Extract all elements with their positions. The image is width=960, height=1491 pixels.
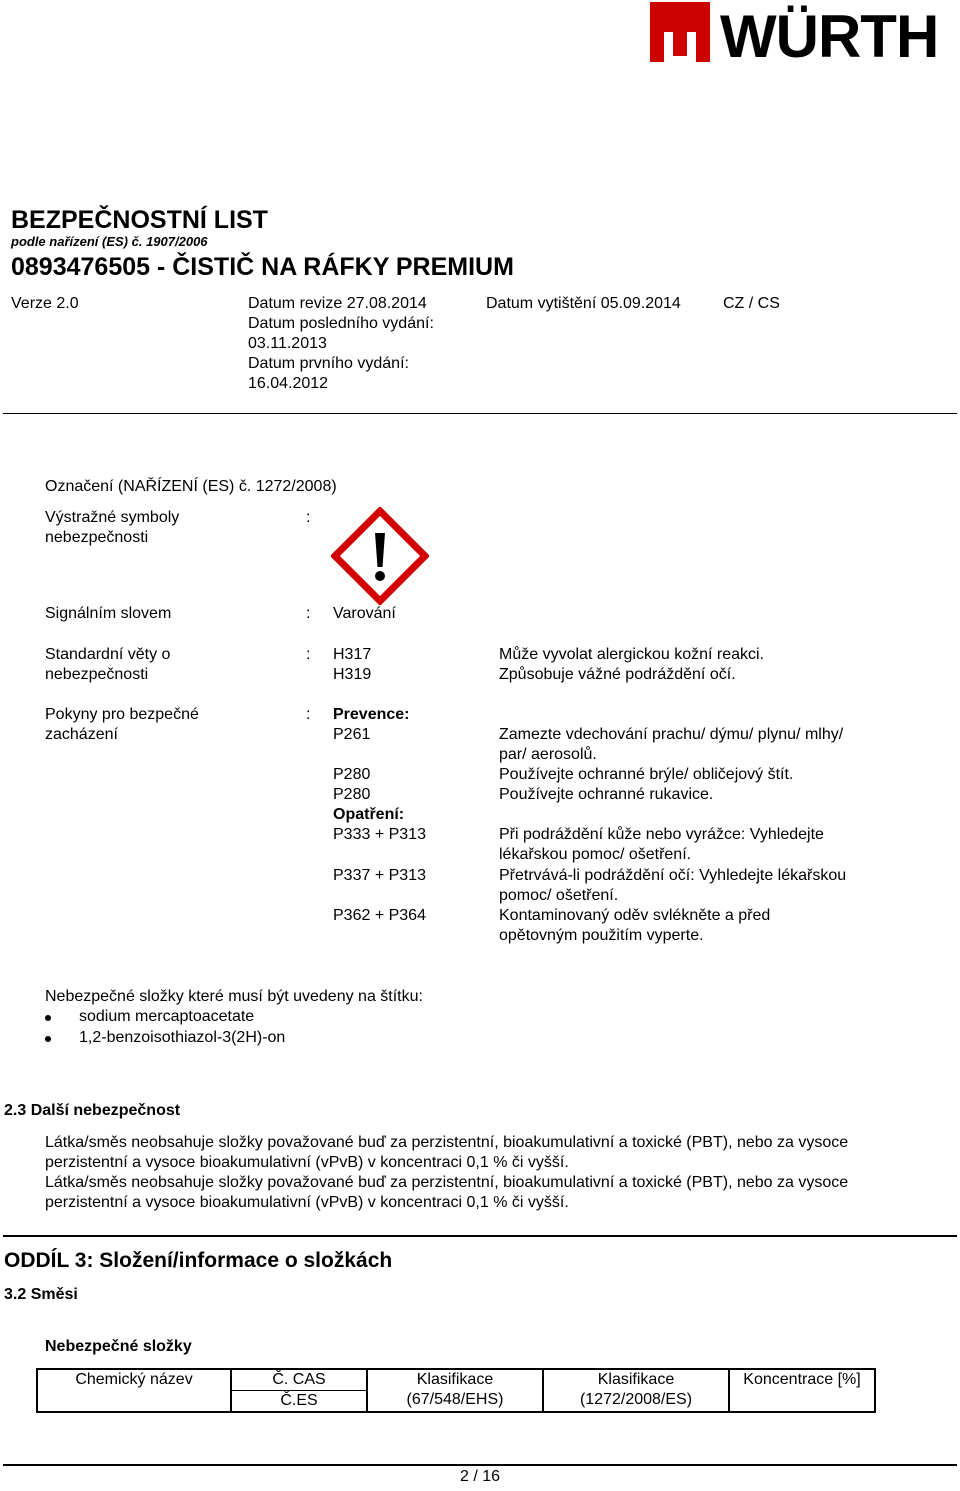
wurth-logo xyxy=(648,0,958,70)
revision-date: Datum revize 27.08.2014 xyxy=(248,295,427,312)
precaution-text: Přetrvává-li podráždění očí: Vyhledejte lékařskou xyxy=(499,867,847,884)
other-hazards-text: perzistentní a vysoce bioakumulativní (vPvB) v koncentraci 0,1 % či vyšší. xyxy=(45,1154,569,1171)
other-hazards-heading: 2.3 Další nebezpečnost xyxy=(4,1102,181,1119)
last-issue-label: Datum posledního vydání: xyxy=(248,315,434,332)
precaution-label-line1: Pokyny pro bezpečné xyxy=(45,706,199,723)
hazard-text: Může vyvolat alergickou kožní reakci. xyxy=(499,646,764,663)
logo-wordmark: WÜRTH xyxy=(720,3,939,70)
header-divider xyxy=(3,413,957,414)
table-header-row xyxy=(37,1369,875,1412)
hazard-code: H319 xyxy=(333,666,372,683)
signal-word-value: Varování xyxy=(333,605,396,622)
precaution-code: P280 xyxy=(333,786,371,803)
precaution-code: P362 + P364 xyxy=(333,907,426,924)
col-classification-67-line1: Klasifikace xyxy=(416,1371,494,1388)
col-classification-67-line2: (67/548/EHS) xyxy=(406,1391,504,1408)
other-hazards-text: Látka/směs neobsahuje složky považované buď za perzistentní, bioakumulativní a toxické (PBT), nebo za vysoce xyxy=(45,1174,849,1191)
hazard-text: Způsobuje vážné podráždění očí. xyxy=(499,666,736,683)
exclamation-mark-ghs07-icon xyxy=(331,507,429,605)
col-cas: Č. CAS xyxy=(232,1370,366,1391)
print-date: Datum vytištění 05.09.2014 xyxy=(486,295,681,312)
col-chemical-name: Chemický název xyxy=(37,1369,231,1412)
other-hazards-text: Látka/směs neobsahuje složky považované buď za perzistentní, bioakumulativní a toxické (PBT), nebo za vysoce xyxy=(45,1134,849,1151)
precaution-text: opětovným použitím vyperte. xyxy=(499,927,704,944)
precaution-text: Zamezte vdechování prachu/ dýmu/ plynu/ mlhy/ xyxy=(499,726,844,743)
response-heading: Opatření: xyxy=(333,806,405,823)
last-issue-date: 03.11.2013 xyxy=(248,335,327,352)
col-cas-es xyxy=(231,1369,367,1412)
col-classification-1272-line2: (1272/2008/ES) xyxy=(579,1391,693,1408)
product-title: 0893476505 - ČISTIČ NA RÁFKY PREMIUM xyxy=(11,253,514,281)
col-classification-1272 xyxy=(543,1369,729,1412)
label-components-heading: Nebezpečné složky které musí být uvedeny na štítku: xyxy=(45,988,423,1005)
regulation-subtitle: podle nařízení (ES) č. 1907/2006 xyxy=(11,234,208,249)
precaution-text: Kontaminovaný oděv svlékněte a před xyxy=(499,907,771,924)
signal-word-label: Signálním slovem xyxy=(45,605,172,622)
precaution-code: P337 + P313 xyxy=(333,867,426,884)
precaution-colon: : xyxy=(306,706,311,723)
precaution-text: Používejte ochranné rukavice. xyxy=(499,786,714,803)
col-es: Č.ES xyxy=(280,1392,318,1409)
components-table xyxy=(36,1368,876,1413)
labelling-heading: Označení (NAŘÍZENÍ (ES) č. 1272/2008) xyxy=(45,478,337,495)
pictogram-label-line1: Výstražné symboly xyxy=(45,509,180,526)
precaution-text: lékařskou pomoc/ ošetření. xyxy=(499,846,692,863)
precaution-code: P333 + P313 xyxy=(333,826,426,843)
col-classification-1272-line1: Klasifikace xyxy=(597,1371,675,1388)
section3-heading: ODDÍL 3: Složení/informace o složkách xyxy=(4,1249,393,1272)
col-concentration: Koncentrace [%] xyxy=(729,1369,875,1412)
bullet-icon xyxy=(45,1015,51,1021)
first-issue-date: 16.04.2012 xyxy=(248,375,329,392)
hazard-label-line2: nebezpečnosti xyxy=(45,666,149,683)
pictogram-colon: : xyxy=(306,509,311,526)
precaution-code: P280 xyxy=(333,766,371,783)
page-number: 2 / 16 xyxy=(459,1468,501,1485)
label-component-item: sodium mercaptoacetate xyxy=(79,1008,255,1025)
prevention-heading: Prevence: xyxy=(333,706,410,723)
first-issue-label: Datum prvního vydání: xyxy=(248,355,409,372)
precaution-code: P261 xyxy=(333,726,371,743)
precaution-text: par/ aerosolů. xyxy=(499,746,597,763)
section3-subheading: 3.2 Směsi xyxy=(4,1286,78,1303)
signal-word-colon: : xyxy=(306,605,311,622)
precaution-label-line2: zacházení xyxy=(45,726,118,743)
label-component-item: 1,2-benzoisothiazol-3(2H)-on xyxy=(79,1029,286,1046)
hazard-label-line1: Standardní věty o xyxy=(45,646,171,663)
hazard-code: H317 xyxy=(333,646,372,663)
footer-divider xyxy=(3,1464,957,1466)
precaution-text: Používejte ochranné brýle/ obličejový štít. xyxy=(499,766,794,783)
hazard-colon: : xyxy=(306,646,311,663)
document-title: BEZPEČNOSTNÍ LIST xyxy=(11,206,268,234)
col-classification-67 xyxy=(367,1369,543,1412)
pictogram-label-line2: nebezpečnosti xyxy=(45,529,149,546)
locale: CZ / CS xyxy=(723,295,780,312)
components-heading: Nebezpečné složky xyxy=(45,1338,192,1355)
bullet-icon xyxy=(45,1036,51,1042)
precaution-text: Při podráždění kůže nebo vyrážce: Vyhledejte xyxy=(499,826,824,843)
precaution-text: pomoc/ ošetření. xyxy=(499,887,619,904)
version: Verze 2.0 xyxy=(11,295,79,312)
other-hazards-text: perzistentní a vysoce bioakumulativní (vPvB) v koncentraci 0,1 % či vyšší. xyxy=(45,1194,569,1211)
section-divider xyxy=(3,1235,957,1237)
